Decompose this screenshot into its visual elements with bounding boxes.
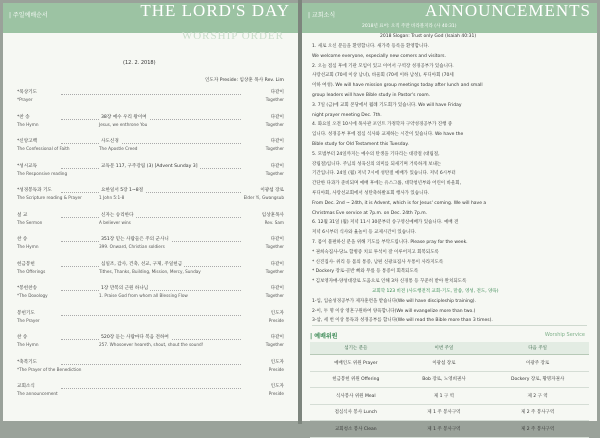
order-item-leader: 다같이 (270, 163, 284, 169)
order-item-detail-en: 1 John 5:1-8 (99, 195, 125, 200)
order-item-leader: 다같이 (270, 335, 284, 340)
order-item-title: *봉헌찬송 (17, 286, 38, 291)
header-cell-role: 섬기는 분들 (310, 342, 402, 355)
table-row (310, 355, 589, 372)
announcement-line: 사랑선교회 (70세 이상 남녀), 바울회 (70세 이하 남성), 루디아회 (70세 (312, 73, 454, 79)
announcement-line: 루디아회, 사랑선교회에서 성탄축하발표회 행사가 있습니다. (312, 191, 430, 196)
order-item-leader: 인도자 (270, 359, 284, 365)
order-item-leader-en: Together (265, 293, 284, 298)
order-item-title: *성경봉독과 기도 (17, 188, 52, 193)
order-item-leader-en: Together (265, 268, 284, 274)
order-item-leader: 다같이 (270, 90, 284, 95)
order-item-leader-en: Together (265, 342, 284, 347)
announcement-line: 2. 오늘 점심 후에 기관 모임이 있고 이어서 구역장 성경공부가 있습니다. (312, 63, 454, 69)
order-item-leader: 다같이 (270, 261, 284, 267)
announcement-line: 입니다. 성경공부 후에 점심 식사와 교제하는 시간이 있습니다. We have the (312, 132, 464, 138)
order-item-title-en: The Sermon (17, 219, 43, 225)
table-cell-next: 이광주 장로 (486, 355, 589, 372)
announcement-line: 4. 화요일 오전 10시에 목사관 포인트 가정학자 구약성경공부가 진행 중 (312, 122, 453, 128)
order-item-leader-en: Together (265, 121, 284, 127)
order-item-detail-en: Jesus, we enthrone You (99, 121, 148, 127)
order-item-title-en: The Confessional of Faith (17, 146, 70, 151)
order-item-leader-en: Elder Yi, Gwangsub (243, 195, 284, 200)
announcement-line: 교회학 123 비전 (사도행전적 교회-기도, 말씀, 영성, 전도, 양육) (372, 289, 499, 294)
leader-dots (61, 192, 241, 193)
order-item-title-en: The Scripture reading & Prayer (17, 195, 82, 200)
announcements-page (302, 1, 597, 432)
order-item-detail-en: 399. Onward, Christian soldiers (99, 244, 165, 249)
order-item-title-en: The Prayer (17, 317, 40, 323)
announcement-line: We welcome everyone, especially new comers and visitors. (312, 53, 446, 59)
announcement-line: 이하 여성). We will have mission group meetings today after lunch and small (312, 83, 483, 89)
order-item-leader-en: Together (265, 97, 284, 102)
order-item-title: *묵상기도 (17, 90, 38, 95)
order-item-title: *신앙고백 (17, 139, 38, 144)
worship-order-header (3, 3, 298, 33)
announcement-line: From Dec. 2nd ~ 24th, it is Advent, which is for Jesus' coming. We will have a (312, 200, 487, 206)
slogan-english: 2018 Slogan: Trust only God (Isaiah 40:31) (380, 34, 477, 39)
announcement-line: 3-삼, 세 번 이상 통독과 성경공부를 합니다(We will read the Bible more than 3 times). (312, 318, 493, 324)
announcement-line: night prayer meeting Dec. 7th. (312, 112, 382, 118)
announcement-line: 강림절)입니다. 주님의 성육신의 의미를 되새기며 거룩하게 보내는 (312, 161, 442, 167)
order-item-detail-en: Tithes, Thanks, Building, Mission, Mercy, Sunday (99, 268, 201, 274)
order-item-leader: 인도자 (270, 310, 284, 316)
service-date: (12. 2. 2018) (123, 60, 156, 66)
table-cell-role: 점심식사 봉사 Lunch (310, 404, 402, 421)
service-committee-subtitle: Worship Service (544, 332, 585, 338)
announcements-banner-title: ANNOUNCEMENTS (425, 1, 591, 20)
table-cell-role: 예배인도 위원 Prayer (310, 355, 402, 372)
leader-dots (61, 364, 241, 365)
announcement-line: * 권희숙집사-당뇨 합병증 치료 투석이 잘 이루어지고 회복되도록 (312, 249, 439, 255)
order-item-title-en: *Prayer (17, 97, 33, 102)
order-item-leader: 다같이 (270, 114, 284, 120)
table-row (310, 404, 589, 421)
leader-dots (61, 217, 241, 218)
table-cell-this: 제 1 주 봉사구역 (402, 404, 487, 421)
order-item-title: *찬 송 (17, 114, 30, 120)
order-item-detail: 351장 믿는 사람들은 주의 군사니 (101, 237, 169, 242)
order-item-detail-en: A believer wins (99, 219, 131, 225)
order-item-leader: 다같이 (270, 237, 284, 242)
announcement-line: 5. 모범부터 24일까지는 예수의 탄생을 기다리는 대강절 (대림절, (312, 151, 440, 157)
section-divider (312, 325, 587, 326)
announcement-line: * 김보영자매-양성대장로 도움으로 인해 3차 신경통 등 꾸준히 받아 완치되도록 (312, 279, 467, 285)
order-item-detail: 십일조, 감사, 건축, 선교, 구제, 주일헌금 (101, 261, 183, 267)
order-item-title: *성시교독 (17, 163, 38, 169)
table-cell-role: 식사봉사 위원 Meal (310, 388, 402, 405)
table-cell-next: 제 2 주 봉사구역 (486, 421, 589, 438)
announcement-line: Christmas Eve service at 7p.m. on Dec. 24th 7p.m. (312, 210, 428, 216)
section-tab-worship: | 주일예배순서 (9, 12, 48, 19)
announcement-line: 저녁 6시부터 식사와 윷놀이 등 교제시간이 있습니다. (312, 230, 417, 236)
order-item-leader-en: Together (265, 146, 284, 151)
announcement-line: 2-이, 두 명 이상 영혼구원하여 양육합니다(We will evangelize more than two.) (312, 308, 476, 314)
order-item-detail-en: The Apostle Creed (99, 146, 138, 151)
leader-dots (61, 143, 241, 144)
order-item-title-en: The Offerings (17, 268, 46, 274)
table-cell-this: 이광섭 장로 (402, 355, 487, 372)
announcement-line: * 신진집사- 위리 등 몸의 통증, 남편 신광표집사 두통이 사라지도록 (312, 259, 444, 265)
order-item-detail-en: 257. Whosoever heareth, shout, shout the sound! (99, 342, 204, 347)
leader-dots (61, 94, 241, 95)
header-cell-next-week: 다음 주일 (486, 342, 589, 355)
section-tab-announcements: | 교회소식 (308, 12, 336, 19)
service-committee-table (310, 342, 589, 438)
order-item-title: *축복기도 (17, 359, 38, 365)
order-item-title: 교회소식 (17, 384, 35, 389)
order-item-detail: 520장 듣는 사람마다 복음 전하여 (101, 335, 169, 340)
order-item-title: 설 교 (17, 212, 28, 218)
table-row (310, 388, 589, 405)
order-item-leader: 다같이 (270, 286, 284, 291)
announcement-line: 기간입니다. 24일 (월) 저녁 7시에 성탄절 예배가 있습니다. 저녁 6시부터 (312, 171, 456, 177)
table-header-row (310, 342, 589, 355)
order-item-leader: 인도자 (270, 384, 284, 389)
leader-dots (61, 290, 241, 291)
table-cell-next: 제 2 주 봉사구역 (486, 404, 589, 421)
announcement-line: 7. 몸이 불편하신 분을 위해 기도를 부탁드립니다. Please pray for the week. (312, 240, 468, 245)
order-item-leader-en: Preside (268, 366, 284, 372)
order-item-title: 찬 송 (17, 237, 28, 242)
announcement-line: 1-입, 입술성경공부가 제자훈련을 받습니다(We will have discipleship training). (312, 298, 476, 304)
order-item-title: 헌금봉헌 (17, 261, 35, 267)
table-row (310, 371, 589, 388)
worship-order-page (3, 3, 298, 421)
order-item-title-en: The Responsive reading (17, 170, 68, 176)
leader-dots (61, 315, 241, 316)
announcement-line: group leaders will have Bible study in Pastor's room. (312, 93, 431, 98)
order-item-detail: 교독문 117, 구주강림 (3) [Advent Sunday 3] (101, 163, 198, 169)
order-item-title-en: *The Doxology (17, 293, 48, 298)
leader-dots (61, 119, 241, 120)
order-item-leader: 이광섭 장로 (260, 188, 284, 193)
order-item-detail: 신자는 승리한다 (101, 212, 134, 218)
order-item-leader-en: Together (265, 244, 284, 249)
order-item-title: 봉헌기도 (17, 310, 35, 316)
announcement-line: 간단한 다과가 준비되며 예배 후에는 유스그룹, 대학청년부와 어린이 바울회, (312, 181, 462, 187)
leader-dots (61, 388, 241, 389)
table-cell-role: 교회청소 봉사 Clean (310, 421, 402, 438)
table-cell-next: 제 2 구 역 (486, 388, 589, 405)
order-item-title-en: *The Prayer of the Benediction (17, 366, 82, 372)
order-item-leader-en: Together (265, 170, 284, 176)
banner-title: THE LORD'S DAY (140, 1, 290, 20)
announcement-line: * Dockery 장로-골반 뼈와 무릎 등 통증이 회복되도록 (312, 269, 419, 275)
table-row (310, 421, 589, 438)
order-item-title: 찬 송 (17, 335, 28, 340)
announcement-line: Bible study for Old Testament this Tuesday. (312, 142, 409, 147)
table-cell-this: 제 1 구 역 (402, 388, 487, 405)
table-cell-role: 헌금봉헌 위원 Offering (310, 371, 402, 388)
order-item-title-en: The Hymn (17, 342, 39, 347)
announcement-line: 1. 새로 오신 분들을 환영합니다. 새가족 등록을 환영합니다. (312, 44, 430, 49)
service-preside: 인도자 Preside: 임상훈 목사 Rev. Lim (204, 78, 284, 83)
service-committee-title: | 예배위원 (310, 333, 338, 340)
order-item-leader: 다같이 (270, 139, 284, 144)
banner-subtitle: WORSHIP ORDER (181, 30, 284, 42)
header-cell-this-week: 이번 주일 (402, 342, 487, 355)
order-item-detail-en: 1. Praise God from whom all Blessing Flow (99, 293, 188, 298)
order-item-title-en: The Hymn (17, 244, 39, 249)
order-item-title-en: The announcement (17, 391, 58, 396)
order-item-leader: 임상훈목사 (261, 212, 284, 218)
order-item-detail: 사도신경 (101, 139, 119, 144)
order-item-detail: 요한일서 5장 1~8절 (101, 188, 144, 193)
order-item-title-en: The Hymn (17, 121, 39, 127)
announcement-line: 6. 12월 31일 (월) 저녁 11시 30분부터 송구영신예배가 있습니다. 예배 전 (312, 220, 459, 226)
order-item-detail: 38장 예수 우리 왕이여 (101, 114, 147, 120)
table-cell-next: Dockery 장로, 황명자권사 (486, 371, 589, 388)
order-item-leader-en: Preside (268, 391, 284, 396)
announcement-line: 3. 7일 (금)에 교회 본당에서 월례 기도회가 있습니다. We will have Friday (312, 102, 462, 108)
slogan-korean: 2018년 표어: 오직 주만 바라볼지라 (사 40:31) (362, 24, 457, 29)
order-item-leader-en: Preside (268, 317, 284, 323)
table-cell-this: 제 1 주 봉사구역 (402, 421, 487, 438)
table-cell-this: Bob 장로, 노영희권사 (402, 371, 487, 388)
order-item-leader-en: Rev. Sam (264, 219, 284, 225)
order-item-detail: 1장 만복의 근원 하나님 (101, 286, 149, 291)
